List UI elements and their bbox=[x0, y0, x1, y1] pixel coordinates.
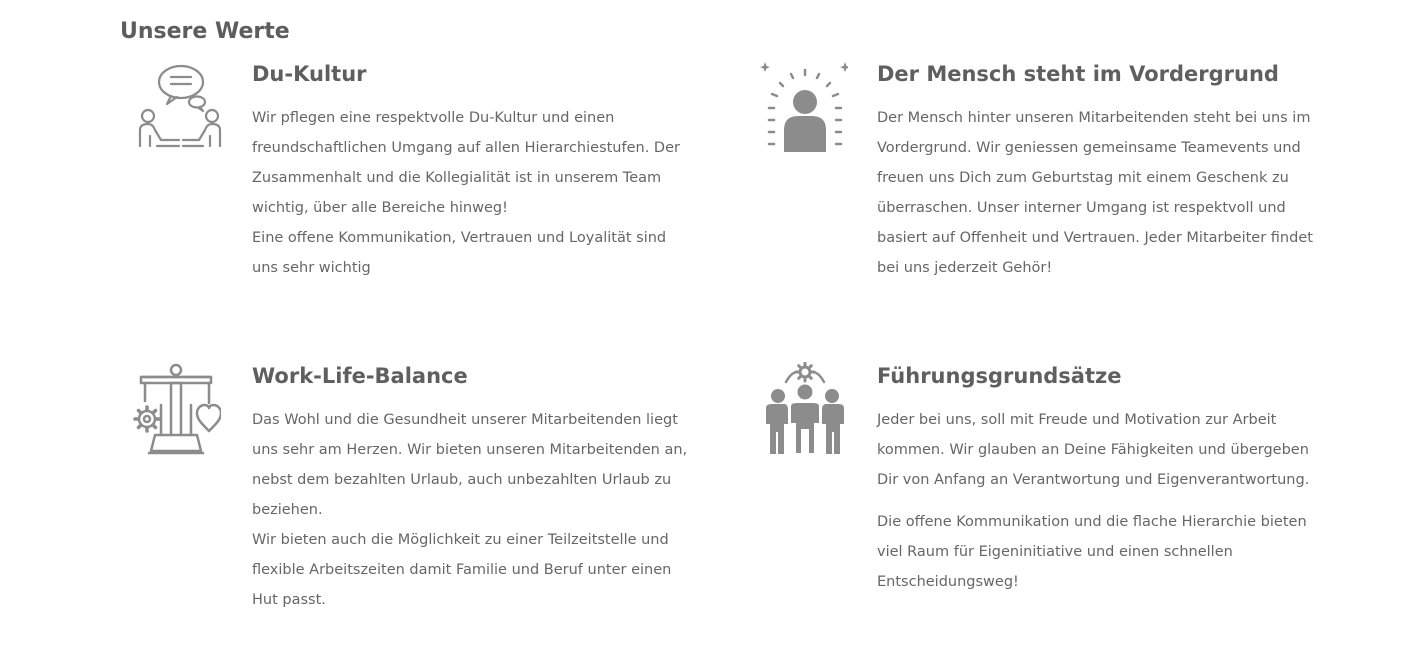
card-title: Der Mensch steht im Vordergrund bbox=[877, 62, 1279, 86]
person-highlight-icon bbox=[758, 58, 848, 153]
card-paragraph: Jeder bei uns, soll mit Freude und Motivation zur Arbeit kommen. Wir glauben an Deine Fähigkeiten und übergeben Dir von Anfang an Verantwortung und Eigenverantwortung. bbox=[877, 412, 1310, 488]
card-paragraph: Die offene Kommunikation und die flache Hierarchie bieten viel Raum für Eigeninitiative und einen schnellen Entscheidungsweg! bbox=[877, 514, 1307, 590]
card-title: Work-Life-Balance bbox=[252, 364, 468, 388]
conversation-icon bbox=[135, 62, 225, 157]
team-leadership-icon bbox=[760, 362, 850, 457]
card-text bbox=[252, 405, 688, 615]
card-paragraph: Das Wohl und die Gesundheit unserer Mitarbeitenden liegt uns sehr am Herzen. Wir bieten unseren Mitarbeitenden an, nebst dem bezahlten Urlaub, auch unbezahlten Urlaub zu beziehen. bbox=[252, 412, 688, 518]
card-paragraph: Der Mensch hinter unseren Mitarbeitenden steht bei uns im Vordergrund. Wir geniessen gemeinsame Teamevents und freuen uns Dich zum Geburtstag mit einem Geschenk zu überraschen. Unser interner Umgang ist respektvoll und basiert auf Offenheit und Vertrauen. Jeder Mitarbeiter findet bei uns jederzeit Gehör! bbox=[877, 110, 1313, 276]
card-title: Führungsgrundsätze bbox=[877, 364, 1122, 388]
balance-scale-icon bbox=[131, 363, 221, 458]
card-text bbox=[877, 103, 1315, 283]
card-text bbox=[877, 405, 1317, 597]
card-title: Du-Kultur bbox=[252, 62, 367, 86]
card-paragraph: Eine offene Kommunikation, Vertrauen und Loyalität sind uns sehr wichtig bbox=[252, 230, 667, 276]
card-text bbox=[252, 103, 692, 283]
card-paragraph: Wir pflegen eine respektvolle Du-Kultur und einen freundschaftlichen Umgang auf allen Hierarchiestufen. Der Zusammenhalt und die Kollegialität ist in unserem Team wichtig, über alle Bereiche hinweg! bbox=[252, 110, 680, 216]
section-title: Unsere Werte bbox=[120, 19, 290, 44]
card-paragraph: Wir bieten auch die Möglichkeit zu einer Teilzeitstelle und flexible Arbeitszeiten damit Familie und Beruf unter einen Hut passt. bbox=[252, 532, 672, 608]
